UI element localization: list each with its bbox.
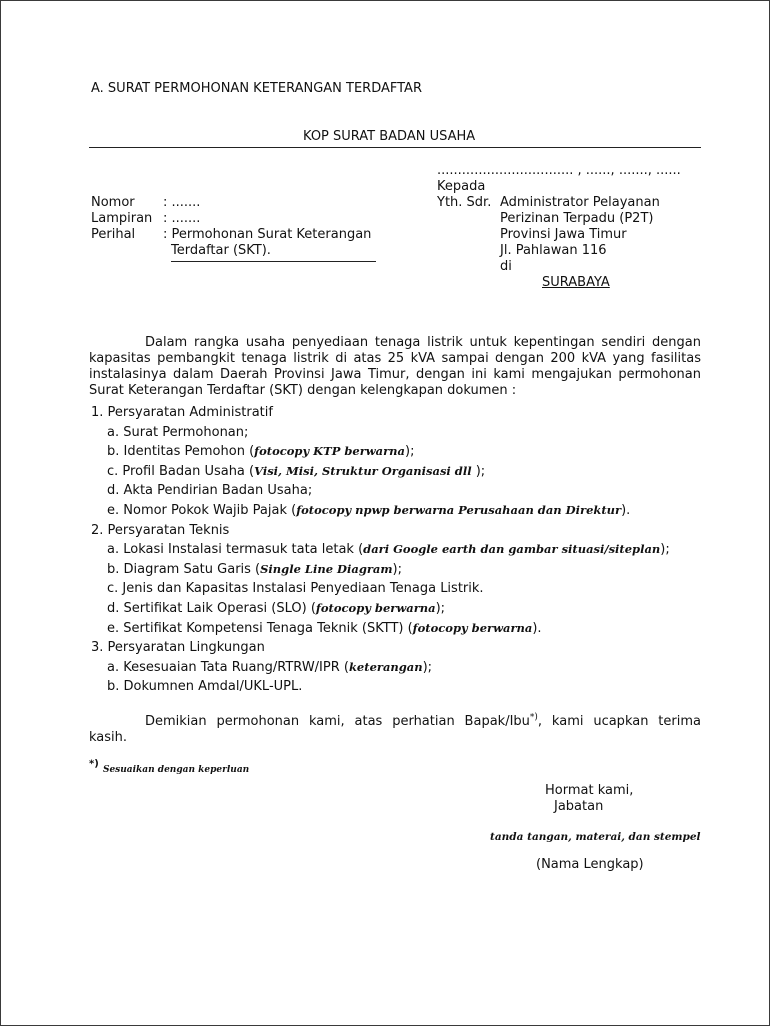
list-item: a. Lokasi Instalasi termasuk tata letak (dari Google earth dan gambar situasi/siteplan); xyxy=(107,542,670,558)
recipient-city: SURABAYA xyxy=(542,275,610,290)
signature-instruction: tanda tangan, materai, dan stempel xyxy=(490,831,701,843)
intro-line: Dalam rangka usaha penyediaan tenaga listrik untuk kepentingan sendiri dengan xyxy=(145,335,701,350)
section-title: 1. Persyaratan Administratif xyxy=(91,405,273,420)
recipient-line-1: Administrator Pelayanan xyxy=(500,195,660,210)
footnote: *) Sesuaikan dengan keperluan xyxy=(89,758,250,775)
intro-line: Surat Keterangan Terdaftar (SKT) dengan kelengkapan dokumen : xyxy=(89,383,517,398)
intro-paragraph xyxy=(89,335,701,399)
recipient-salutation: Yth. Sdr. xyxy=(437,195,492,210)
recipient-line-2: Perizinan Terpadu (P2T) xyxy=(500,211,654,226)
closing-paragraph xyxy=(89,714,701,746)
list-item: a. Surat Permohonan; xyxy=(107,424,249,440)
lampiran-label: Lampiran xyxy=(91,211,153,226)
list-item: d. Sertifikat Laik Operasi (SLO) (fotocopy berwarna); xyxy=(107,600,446,616)
section-title: 2. Persyaratan Teknis xyxy=(91,522,230,538)
letterhead-placeholder: KOP SURAT BADAN USAHA xyxy=(303,129,476,144)
kepada-label: Kepada xyxy=(437,179,486,194)
signature-position: Jabatan xyxy=(554,799,604,814)
place-date: ................................. , ......, ......., ...... xyxy=(437,163,681,178)
recipient-line-4: Jl. Pahlawan 116 xyxy=(500,243,607,258)
list-item: d. Akta Pendirian Badan Usaha; xyxy=(107,483,313,499)
list-item: b. Identitas Pemohon (fotocopy KTP berwarna); xyxy=(107,444,415,460)
list-item: e. Nomor Pokok Wajib Pajak (fotocopy npwp berwarna Perusahaan dan Direktur). xyxy=(107,502,631,518)
list-item: c. Jenis dan Kapasitas Instalasi Penyediaan Tenaga Listrik. xyxy=(107,581,484,597)
closing-line: Demikian permohonan kami, atas perhatian Bapak/Ibu*), kami ucapkan terima xyxy=(145,712,701,729)
list-item: b. Diagram Satu Garis (Single Line Diagram); xyxy=(107,561,402,577)
requirements-list xyxy=(91,403,670,697)
list-item: c. Profil Badan Usaha (Visi, Misi, Struktur Organisasi dll ); xyxy=(107,463,486,479)
perihal-value: : Permohonan Surat Keterangan xyxy=(163,227,372,242)
list-item: e. Sertifikat Kompetensi Tenaga Teknik (SKTT) (fotocopy berwarna). xyxy=(107,620,542,636)
perihal-label: Perihal xyxy=(91,227,136,242)
section-title: 3. Persyaratan Lingkungan xyxy=(91,640,265,656)
lampiran-value: : ....... xyxy=(163,211,201,226)
nomor-value: : ....... xyxy=(163,195,201,210)
recipient-line-3: Provinsi Jawa Timur xyxy=(500,227,627,242)
list-item: a. Kesesuaian Tata Ruang/RTRW/IPR (keterangan); xyxy=(107,659,433,675)
perihal-value-cont: Terdaftar (SKT). xyxy=(171,243,271,258)
list-item: b. Dokumnen Amdal/UKL-UPL. xyxy=(107,679,303,695)
section-heading: A. SURAT PERMOHONAN KETERANGAN TERDAFTAR xyxy=(91,81,422,96)
perihal-underline xyxy=(171,261,376,262)
recipient-line-5: di xyxy=(500,259,512,274)
letterhead-rule xyxy=(89,147,701,148)
intro-line: instalasinya dalam Daerah Provinsi Jawa Timur, dengan ini kami mengajukan permohonan xyxy=(89,367,701,382)
closing-line: kasih. xyxy=(89,730,128,745)
signature-greeting: Hormat kami, xyxy=(545,783,634,798)
intro-line: kapasitas pembangkit tenaga listrik di atas 25 kVA sampai dengan 200 kVA yang fasilitas xyxy=(89,351,701,366)
signature-name: (Nama Lengkap) xyxy=(536,857,644,872)
nomor-label: Nomor xyxy=(91,195,135,210)
